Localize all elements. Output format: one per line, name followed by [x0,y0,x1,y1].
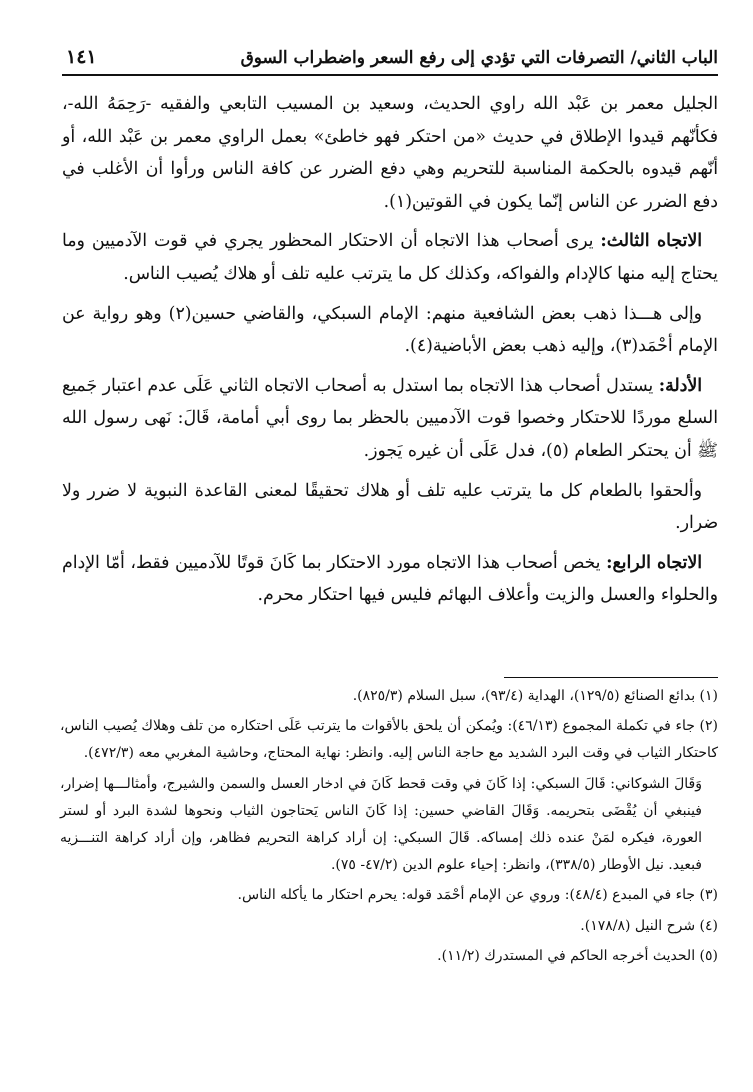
paragraph-heading: الاتجاه الثالث: [600,231,702,252]
footnote: (٤) شرح النيل (١٧٨/٨). [580,917,718,934]
paragraph-text: وإلى هـــذا ذهب بعض الشافعية منهم: الإمام السبكي، والقاضي حسين(٢) وهو رواية عن الإمام أحْمَد(٣)، وإليه ذهب بعض الأباضية(٤). [62,303,718,357]
body-paragraph [62,225,718,290]
body-paragraph [62,298,718,363]
footnote: (٢) جاء في تكملة المجموع (٤٦/١٣): ويُمكن أن يلحق بالأقوات ما يترتب عَلَى احتكاره من تلف وهلاك يُصيب الناس، كاحتكار الثياب في وقت البرد الشديد مع حاجة الناس إليه. وانظر: نهاية المحتاج، وحاشية المغربي معه (٤٧٢/٣). [60,718,718,762]
footnote: وَقَالَ الشوكاني: قَالَ السبكي: إذا كَانَ في وقت قحط كَانَ في ادخار العسل والسمن والشيرج، وأمثالـــها إضرار، فينبغي أن يُقْضَى بتحريمه. وَقَالَ القاضي حسين: إذا كَانَ الناس يَحتاجون الثياب ونحوها لشدة البرد أو لستر العورة، فيكره لمَنْ عنده ذلك إمساكه. قَالَ السبكي: إن أراد كراهة التحريم فظاهر، وإن أراد كراهة التنـــزيه فبعيد. نيل الأوطار (٣٣٨/٥)، وانظر: إحياء علوم الدين (٤٧/٢- ٧٥). [60,775,702,874]
footnote: (٥) الحديث أخرجه الحاكم في المستدرك (١١/٢). [437,947,718,964]
body-paragraph [62,370,718,468]
paragraph-text: يستدل أصحاب هذا الاتجاه بما استدل به أصحاب الاتجاه الثاني عَلَى عدم اعتبار جَميع السلع موردًا للاحتكار وخصوا قوت الآدميين بالحظر بما روى أبي أمامة، قَالَ: نَهى رسول الله ﷺ أن يحتكر الطعام (٥)، فدل عَلَى أن غيره يَجوز. [62,375,718,461]
footnote: (٣) جاء في المبدع (٤٨/٤): وروي عن الإمام أحْمَد قوله: يحرم احتكار ما يأكله الناس. [237,887,718,904]
body-paragraph [62,547,718,612]
main-text [62,88,718,619]
paragraph-heading: الاتجاه الرابع: [606,552,702,573]
footnote: (١) بدائع الصنائع (١٢٩/٥)، الهداية (٩٣/٤)، سبل السلام (٨٢٥/٣). [352,688,718,704]
footnote-separator [504,677,718,678]
footnotes [60,683,718,973]
paragraph-text: يرى أصحاب هذا الاتجاه أن الاحتكار المحظور يجري في قوت الآدميين وما يحتاج إليه منها كالإدام والفواكه، وكذلك كل ما يترتب عليه تلف أو هلاك يُصيب الناس. [62,231,718,284]
paragraph-text: الجليل معمر بن عَبْد الله راوي الحديث، وسعيد بن المسيب التابعي والفقيه -رَحِمَهُ الله-، فكأنّهم قيدوا الإطلاق في حديث «من احتكر فهو خاطئ» بعمل الراوي معمر بن عَبْد الله، أو أنّهم قيدوه بالحكمة المناسبة للتحريم وهي دفع الضرر عن كافة الناس ورأوا أن الأغلب في دفع الضرر عن الناس إنّما يكون في القوتين(١). [62,94,718,212]
running-head: الباب الثاني/ التصرفات التي تؤدي إلى رفع السعر واضطراب السوق [240,48,718,68]
header-rule [62,74,718,76]
body-paragraph [62,475,718,540]
body-paragraph [62,88,718,218]
paragraph-text: وألحقوا بالطعام كل ما يترتب عليه تلف أو هلاك تحقيقًا لمعنى القاعدة النبوية لا ضرر ولا ضرار. [62,480,718,534]
paragraph-heading: الأدلة: [658,375,702,396]
paragraph-text: يخص أصحاب هذا الاتجاه مورد الاحتكار بما كَانَ قوتًا للآدميين فقط، أمّا الإدام والحلواء والعسل والزيت وأعلاف البهائم فليس فيها احتكار محرم. [62,552,718,606]
page-number: ١٤١ [66,46,97,68]
page-header [62,44,718,76]
